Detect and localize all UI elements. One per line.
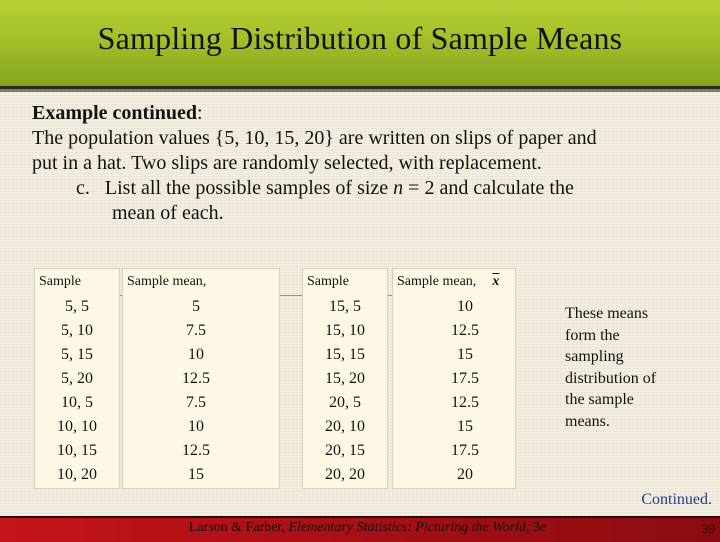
- mean-cell-left: 10: [188, 346, 204, 363]
- sample-cell-left: 5, 5: [65, 298, 89, 315]
- mean-cell-right: 12.5: [451, 322, 479, 339]
- mean-cell-right: 20: [457, 466, 473, 483]
- item-text-a: List all the possible samples of size: [104, 177, 394, 199]
- example-item-c-cont: mean of each.: [112, 202, 224, 224]
- sample-cell-right: 15, 15: [325, 346, 365, 363]
- side-note: [565, 303, 680, 432]
- side-note-line: distribution of: [565, 369, 657, 387]
- slide-title: Sampling Distribution of Sample Means: [97, 20, 623, 56]
- header-sample-right: Sample: [302, 268, 388, 296]
- header-sample-left: Sample: [34, 268, 120, 296]
- mean-cell-left: 7.5: [186, 394, 206, 411]
- sample-cell-left: 10, 5: [61, 394, 93, 411]
- example-text: [32, 101, 682, 226]
- footer-citation: [0, 520, 720, 536]
- sample-cell-left: 10, 15: [57, 442, 97, 459]
- header-mean-left: Sample mean,: [122, 268, 280, 296]
- sample-cell-left: 5, 15: [61, 346, 93, 363]
- mean-cell-right: 15: [457, 346, 473, 363]
- footer-book-title: Elementary Statistics: Picturing the World: [288, 520, 526, 535]
- sample-cell-left: 5, 20: [61, 370, 93, 387]
- sample-cell-right: 20, 5: [329, 394, 361, 411]
- mean-cell-left: 10: [188, 418, 204, 435]
- example-line-1: The population values {5, 10, 15, 20} are written on slips of paper and: [32, 127, 597, 149]
- sample-cell-right: 15, 10: [325, 322, 365, 339]
- page-number: 39: [702, 521, 715, 536]
- sample-cell-left: 10, 20: [57, 466, 97, 483]
- sample-means-table: [34, 268, 514, 488]
- example-heading-suffix: :: [197, 102, 203, 124]
- side-note-line: form the: [565, 326, 620, 344]
- mean-cell-left: 7.5: [186, 322, 206, 339]
- continued-label: Continued.: [641, 491, 712, 508]
- side-note-line: the sample: [565, 391, 634, 408]
- mean-cell-left: 5: [192, 298, 200, 315]
- item-variable: n: [393, 177, 404, 199]
- sample-cell-right: 20, 20: [325, 466, 365, 483]
- xbar-symbol: $\overline{x}$: [492, 274, 500, 289]
- footer-edition: , 3e: [525, 520, 547, 535]
- mean-cell-left: 12.5: [182, 442, 210, 459]
- item-text-b: = 2 and calculate the: [403, 177, 574, 199]
- side-note-line: These means: [565, 305, 649, 322]
- mean-cell-right: 12.5: [451, 394, 479, 411]
- example-item-c: [32, 176, 682, 201]
- item-marker: c.: [76, 177, 90, 199]
- example-line-2: put in a hat. Two slips are randomly selected, with replacement.: [32, 152, 542, 174]
- footer-authors: Larson & Farber,: [188, 520, 289, 535]
- mean-cell-right: 17.5: [451, 370, 479, 387]
- side-note-line: means.: [565, 412, 610, 430]
- header-mean-right: Sample mean, $\overline{x}$: [392, 268, 516, 296]
- mean-cell-right: 17.5: [451, 442, 479, 459]
- example-heading-line: [32, 101, 682, 126]
- sample-cell-right: 15, 5: [329, 298, 361, 315]
- mean-cell-right: 15: [457, 418, 473, 435]
- sample-cell-left: 10, 10: [57, 418, 97, 435]
- sample-cell-right: 15, 20: [325, 370, 365, 387]
- sample-cell-right: 20, 15: [325, 442, 365, 459]
- side-note-line: sampling: [565, 348, 624, 365]
- mean-cell-left: 12.5: [182, 370, 210, 387]
- mean-cell-left: 15: [188, 466, 204, 483]
- mean-cell-right: 10: [457, 298, 473, 315]
- example-heading: Example continued: [32, 102, 198, 124]
- sample-cell-right: 20, 10: [325, 418, 365, 435]
- sample-cell-left: 5, 10: [61, 322, 93, 339]
